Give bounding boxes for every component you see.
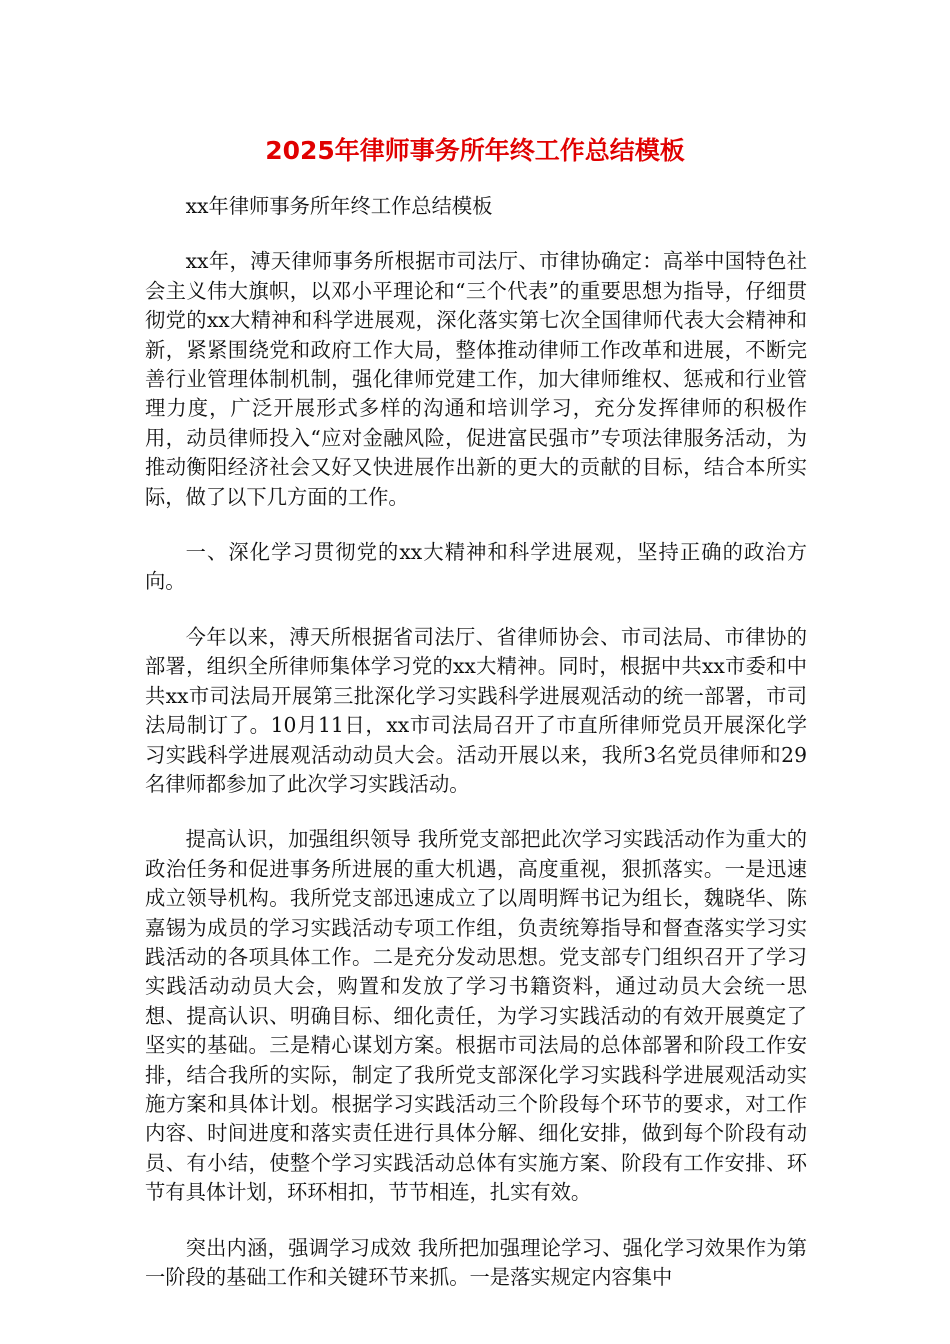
document-title: 2025年律师事务所年终工作总结模板 (265, 136, 685, 165)
intro-paragraph: xx年，溥天律师事务所根据市司法厅、市律协确定：高举中国特色社会主义伟大旗帜，以邓小平理论和“三个代表”的重要思想为指导，仔细贯彻党的xx大精神和科学进展观，深化落实第七次全国律师代表大会精神和新，紧紧围绕党和政府工作大局，整体推动律师工作改革和进展，不断完善行业管理体制机制，强化律师党建工作，加大律师维权、惩戒和行业管理力度，广泛开展形式多样的沟通和培训学习，充分发挥律师的积极作用，动员律师投入“应对金融风险，促进富民强市”专项法律服务活动，为推动衡阳经济社会又好又快进展作出新的更大的贡献的目标，结合本所实际，做了以下几方面的工作。 (145, 249, 807, 509)
body-paragraph: 提高认识，加强组织领导 我所党支部把此次学习实践活动作为重大的政治任务和促进事务所进展的重大机遇，高度重视，狠抓落实。一是迅速成立领导机构。我所党支部迅速成立了以周明辉书记为组长，魏晓华、陈嘉锡为成员的学习实践活动专项工作组，负责统筹指导和督查落实学习实践活动的各项具体工作。二是充分发动思想。党支部专门组织召开了学习实践活动动员大会，购置和发放了学习书籍资料，通过动员大会统一思想、提高认识、明确目标、细化责任，为学习实践活动的有效开展奠定了坚实的基础。三是精心谋划方案。根据市司法局的总体部署和阶段工作安排，结合我所的实际，制定了我所党支部深化学习实践科学进展观活动实施方案和具体计划。根据学习实践活动三个阶段每个环节的要求，对工作内容、时间进度和落实责任进行具体分解、细化安排，做到每个阶段有动员、有小结，使整个学习实践活动总体有实施方案、阶段有工作安排、环节有具体计划，环环相扣，节节相连，扎实有效。 (145, 827, 807, 1205)
document-subtitle-paragraph: xx年律师事务所年终工作总结模板 (185, 194, 493, 218)
section-heading-paragraph: 一、深化学习贯彻党的xx大精神和科学进展观，坚持正确的政治方向。 (145, 540, 807, 594)
document-body (145, 192, 807, 1318)
body-paragraph: 今年以来，溥天所根据省司法厅、省律师协会、市司法局、市律协的部署，组织全所律师集体学习党的xx大精神。同时，根据中共xx市委和中共xx市司法局开展第三批深化学习实践科学进展观活动的统一部署，市司法局制订了。10月11日，xx市司法局召开了市直所律师党员开展深化学习实践科学进展观活动动员大会。活动开展以来，我所3名党员律师和29名律师都参加了此次学习实践活动。 (145, 624, 807, 796)
body-paragraph: 突出内涵，强调学习成效 我所把加强理论学习、强化学习效果作为第一阶段的基础工作和关键环节来抓。一是落实规定内容集中 (145, 1235, 807, 1289)
